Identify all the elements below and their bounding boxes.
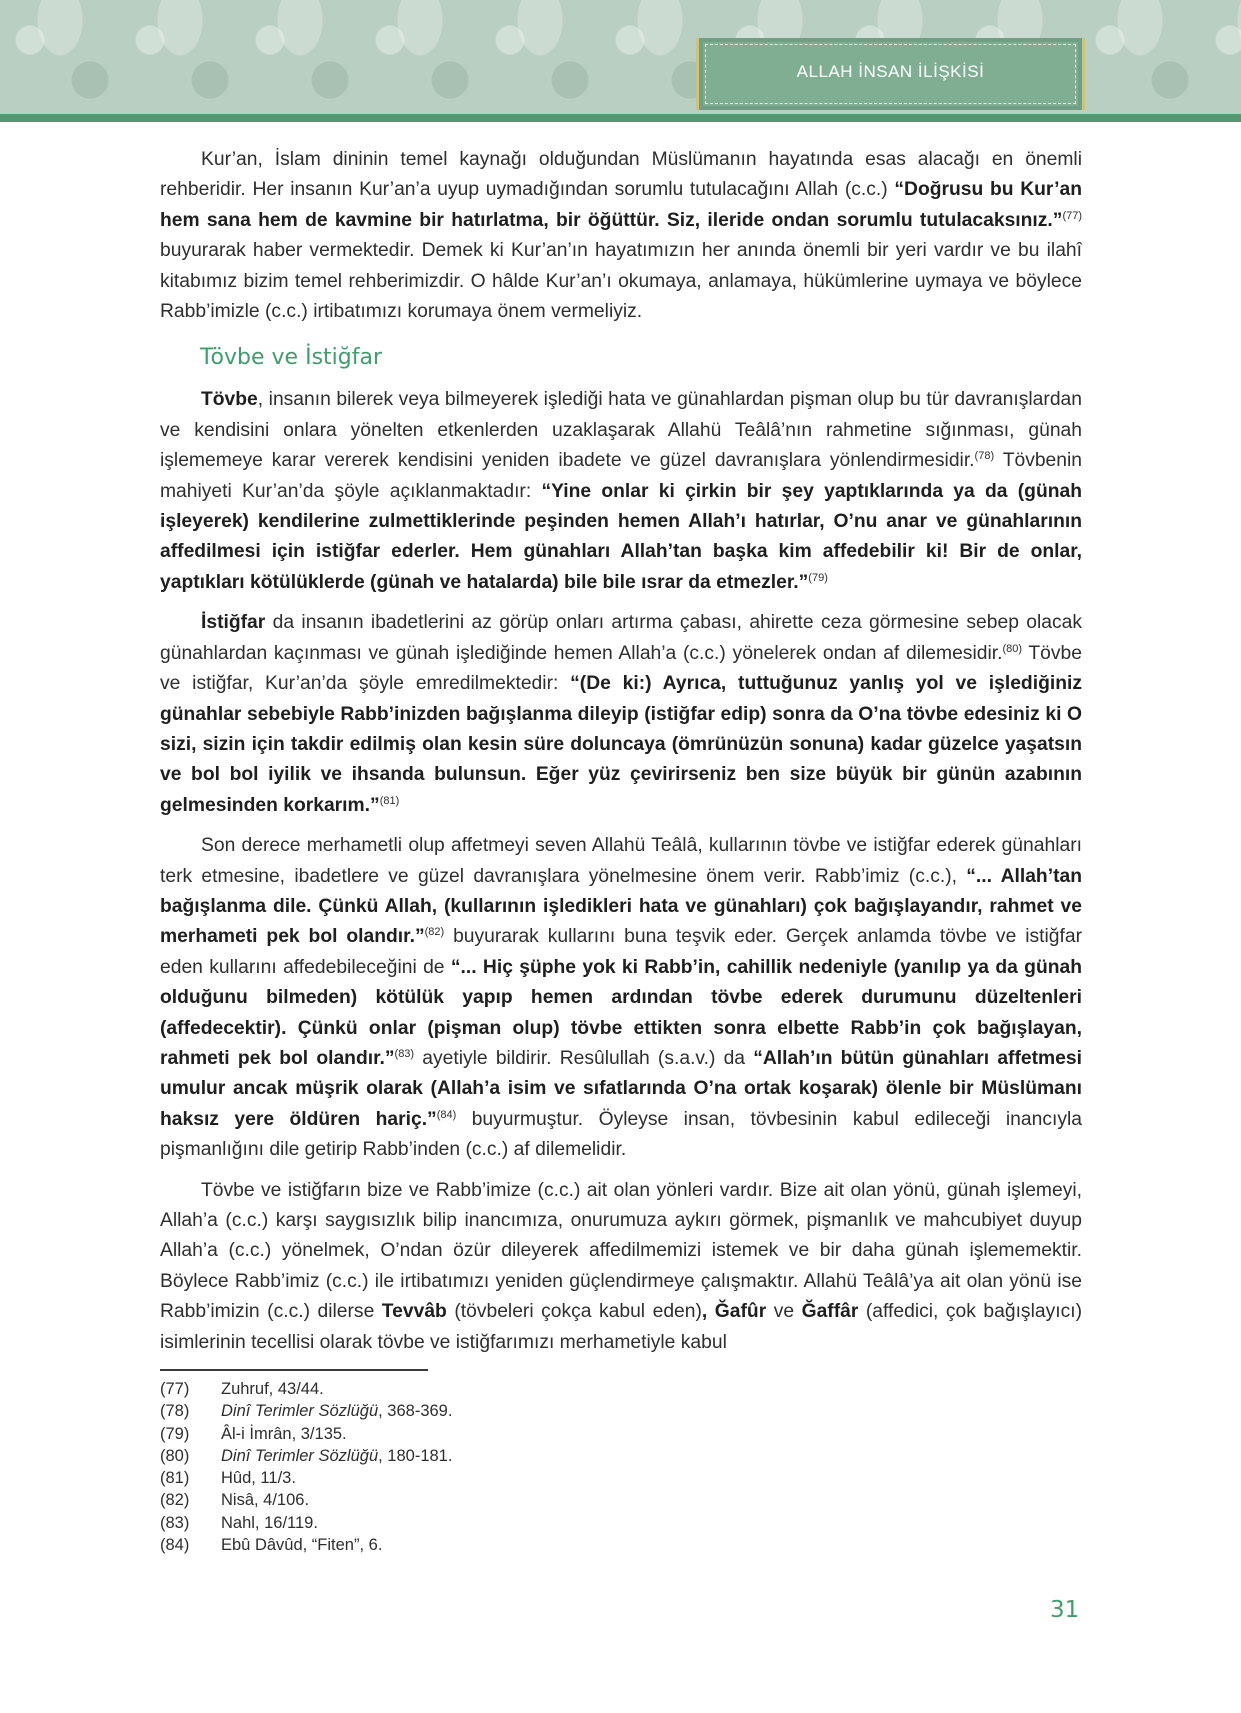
text: buyurarak haber vermektedir. Demek ki Kur’an’ın hayatımızın her anında önemli bir yeri vardır ve bu ilahî kitabımız bizim temel rehberimizdir. O hâlde Kur’an’ı okumaya, anlamaya, hükümlerine uymaya ve böylece Rabb’imizle (c.c.) irtibatımızı korumaya önem vermeliyiz. — [160, 240, 1082, 323]
term: Ğaffâr — [801, 1301, 859, 1323]
quote: “Yine onlar ki çirkin bir şey yaptıklarında ya da (günah işleyerek) kendilerine zulmettiklerinde peşinden hemen Allah’ı hatırlar, O’nu anar ve günahlarının affedilmesi için istiğfar ederler. Hem günahları Allah’tan başka kim affedebilir ki! Bir de onlar, yaptıkları kötülüklerde (günah ve hatalarda) bile bile ısrar da etmezler.” — [160, 480, 1083, 593]
quote: “... Allah’tan bağışlanma dile. Çünkü Allah, (kullarının işledikleri hata ve günahları) çok bağışlayandır, rahmet ve merhameti pek bol olandır.” — [160, 865, 1082, 948]
text: Son derece merhametli olup affetmeyi seven Allahü Teâlâ, kullarının tövbe ve istiğfar ederek günahları terk etmesine, ibadetlere ve güzel davranışlara yönelmesine önem verir. Rabb’imiz (c.c.), — [160, 835, 1082, 887]
paragraph-3 — [160, 608, 1082, 821]
footnote-item — [160, 1378, 760, 1400]
text: ve — [766, 1301, 802, 1323]
header-band — [0, 114, 1241, 122]
footnote-ref: (83) — [394, 1047, 415, 1060]
footnote-item — [160, 1423, 760, 1445]
footnote-ref: (81) — [379, 794, 400, 807]
footnote-text: Nahl, 16/119. — [221, 1513, 318, 1532]
footnote-italic: Dinî Terimler Sözlüğü — [221, 1402, 379, 1421]
chapter-title-box — [696, 38, 1085, 110]
footnote-ref: (80) — [1002, 642, 1023, 655]
text: (tövbeleri çokça kabul eden) — [446, 1301, 702, 1323]
footnote-number: (81) — [160, 1469, 190, 1488]
footnote-text: Âl-i İmrân, 3/135. — [221, 1424, 347, 1443]
text: Tövbe ve istiğfar, Kur’an’da şöyle emredilmektedir: — [160, 642, 1082, 695]
quote: “Allah’ın bütün günahları affetmesi umulur ancak müşrik olarak (Allah’a isim ve sıfatlarında O’na ortak koşarak) ölenle bir Müslümanı haksız yere öldüren hariç.” — [160, 1047, 1082, 1130]
footnote-number: (82) — [160, 1491, 190, 1510]
main-content — [160, 145, 1082, 1368]
footnote-number: (80) — [160, 1446, 190, 1465]
page-number: 31 — [1050, 1597, 1080, 1623]
footnote-ref: (79) — [808, 571, 828, 584]
footnote-item — [160, 1445, 760, 1467]
footnote-number: (83) — [160, 1513, 190, 1532]
text: da insanın ibadetlerini az görüp onları artırma çabası, ahirette ceza görmesine sebep olacak günahlardan kaçınması ve günah işlediğinde hemen Allah’a (c.c.) yönelerek ondan af dilemesidir. — [160, 612, 1082, 664]
footnote-item — [160, 1534, 760, 1556]
footnote-text: Zuhruf, 43/44. — [221, 1380, 324, 1398]
text: ayetiyle bildirir. Resûlullah (s.a.v.) da — [414, 1047, 754, 1069]
footnote-text: Hûd, 11/3. — [221, 1469, 296, 1488]
footnote-item — [160, 1489, 760, 1511]
footnote-item — [160, 1512, 760, 1534]
footnote-text: Ebû Dâvûd, “Fiten”, 6. — [221, 1536, 383, 1555]
footnote-number: (78) — [160, 1402, 190, 1421]
footnote-text: Nisâ, 4/106. — [221, 1491, 310, 1510]
paragraph-4 — [160, 831, 1082, 1165]
text: buyurarak kullarını buna teşvik eder. Gerçek anlamda tövbe ve istiğfar eden kullarını affedebileceğini de — [160, 926, 1082, 978]
footnote-ref: (84) — [436, 1108, 457, 1121]
quote: “Doğrusu bu Kur’an hem sana hem de kavmine bir hatırlatma, bir öğüttür. Siz, ileride ondan sorumlu tutulacaksınız.” — [160, 179, 1083, 231]
term: , Ğafûr — [701, 1301, 767, 1323]
paragraph-1 — [160, 145, 1082, 327]
section-heading: Tövbe ve İstiğfar — [200, 345, 383, 371]
footnote-text: , 180-181. — [378, 1446, 453, 1465]
footnote-ref: (77) — [1062, 209, 1082, 222]
term: Tevvâb — [381, 1301, 447, 1323]
footnote-divider — [160, 1369, 428, 1371]
footnote-ref: (82) — [424, 926, 445, 939]
paragraph-2 — [160, 385, 1082, 598]
chapter-title: ALLAH İNSAN İLİŞKİSİ — [796, 62, 985, 81]
text: (affedici, çok bağışlayıcı) isimlerinin tecellisi olarak tövbe ve istiğfarımızı merhametiyle kabul — [160, 1301, 1082, 1353]
footnote-italic: Dinî Terimler Sözlüğü — [221, 1446, 379, 1465]
footnote-item — [160, 1467, 760, 1489]
footnote-ref: (78) — [974, 450, 995, 463]
text: Tövbenin mahiyeti Kur’an’da şöyle açıklanmaktadır: — [160, 450, 1083, 502]
footnotes — [160, 1378, 760, 1556]
paragraph-5 — [160, 1176, 1082, 1358]
term: Tövbe — [201, 389, 258, 411]
footnote-number: (77) — [160, 1380, 190, 1398]
footnote-text: , 368-369. — [378, 1402, 453, 1421]
text: Kur’an, İslam dininin temel kaynağı olduğundan Müslümanın hayatında esas alacağı en önemli rehberidir. Her insanın Kur’an’a uyup uymadığından sorumlu tutulacağını Allah (c.c.) — [160, 149, 1082, 201]
footnote-item — [160, 1400, 760, 1422]
footnote-number: (84) — [160, 1536, 190, 1555]
text: , insanın bilerek veya bilmeyerek işlediği hata ve günahlardan pişman olup bu tür davranışlardan ve kendisini onlara yönelten etkenlerden uzaklaşarak Allahü Teâlâ’nın rahmetine sığınması, günah işlememeye karar vererek kendisini yeniden ibadete ve güzel davranışlara yönlendirmesidir. — [160, 389, 1082, 472]
quote: “(De ki:) Ayrıca, tuttuğunuz yanlış yol ve işlediğiniz günahlar sebebiyle Rabb’inizden bağışlanma dileyip (istiğfar edip) sonra da O’na tövbe edesiniz ki O sizi, sizin için takdir edilmiş olan kesin süre doluncaya (ömrünüzün sonuna) kadar güzelce yaşatsın ve bol bol iyilik ve ihsanda bulunsun. Eğer yüz çevirirseniz ben size büyük bir günün azabının gelmesinden korkarım.” — [160, 673, 1082, 816]
quote: “... Hiç şüphe yok ki Rabb’in, cahillik nedeniyle (yanılıp ya da günah olduğunu bilmeden) kötülük yapıp hemen ardından tövbe ederek durumunu düzeltenleri (affedecektir). Çünkü onlar (pişman olup) tövbe ettikten sonra elbette Rabb’in çok bağışlayan, rahmeti pek bol olandır.” — [160, 956, 1083, 1069]
term: İstiğfar — [201, 612, 266, 634]
text: buyurmuştur. Öyleyse insan, tövbesinin kabul edileceği inancıyla pişmanlığını dile getirip Rabb’inden (c.c.) af dilemelidir. — [160, 1108, 1082, 1161]
text: Tövbe ve istiğfarın bize ve Rabb’imize (c.c.) ait olan yönleri vardır. Bize ait olan yönü, günah işlemeyi, Allah’a (c.c.) karşı saygısızlık bilip inancımıza, onurumuza aykırı görmek, pişmanlık ve mahcubiyet duyup Allah’a (c.c.) yönelmek, O’ndan özür dileyerek affedilmemizi istemek ve bir daha günah işlememektir. Böylece Rabb’imiz (c.c.) ile irtibatımızı yeniden güçlendirmeye çalışmaktır. Allahü Teâlâ’ya ait olan yönü ise Rabb’imizin (c.c.) dilerse — [160, 1179, 1082, 1323]
footnote-number: (79) — [160, 1424, 190, 1443]
